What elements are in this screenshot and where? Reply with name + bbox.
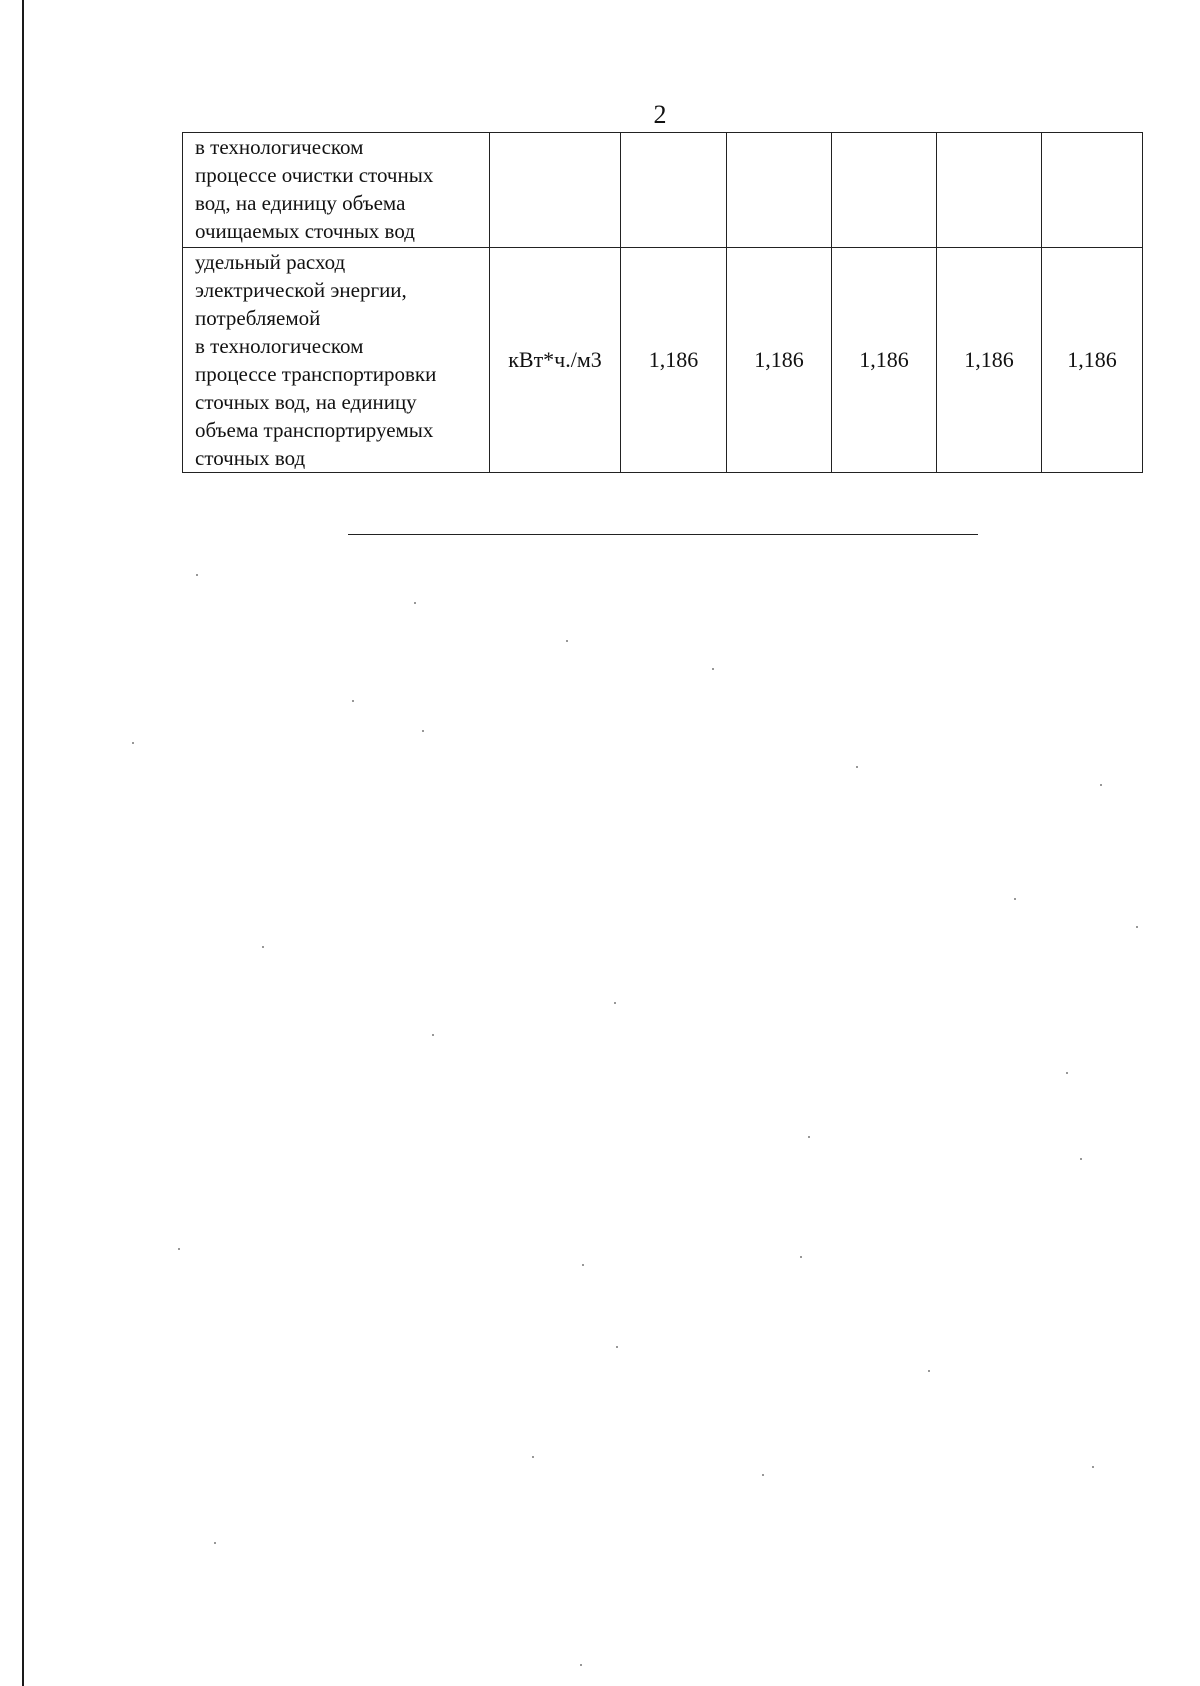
value-cell: 1,186 <box>621 248 727 473</box>
value-cell <box>621 133 727 248</box>
scan-speck <box>1100 784 1102 786</box>
description-line: в технологическом <box>195 334 364 358</box>
scan-speck <box>1080 1158 1082 1160</box>
scan-speck <box>808 1136 810 1138</box>
scan-speck <box>856 766 858 768</box>
row-description <box>183 248 490 473</box>
scan-speck <box>532 1456 534 1458</box>
value-cell: 1,186 <box>1042 248 1143 473</box>
description-line: электрической энергии, <box>195 278 407 302</box>
scan-speck <box>214 1542 216 1544</box>
scan-speck <box>566 640 568 642</box>
description-line: процессе транспортировки <box>195 362 437 386</box>
scan-speck <box>1136 926 1138 928</box>
scan-speck <box>712 668 714 670</box>
description-line: в технологическом <box>195 135 364 159</box>
table-row <box>183 133 1143 248</box>
scan-speck <box>422 730 424 732</box>
scan-speck <box>582 1264 584 1266</box>
scan-speck <box>928 1370 930 1372</box>
table-row <box>183 248 1143 473</box>
description-line: удельный расход <box>195 250 346 274</box>
scan-speck <box>196 574 198 576</box>
value-cell: 1,186 <box>937 248 1042 473</box>
page-edge-line <box>22 0 24 1686</box>
scan-speck <box>352 700 354 702</box>
scan-speck <box>1014 898 1016 900</box>
description-line: вод, на единицу объема <box>195 191 406 215</box>
description-line: объема транспортируемых <box>195 418 434 442</box>
value-cell: 1,186 <box>832 248 937 473</box>
value-cell <box>832 133 937 248</box>
value-cell <box>1042 133 1143 248</box>
row-description <box>183 133 490 248</box>
scan-speck <box>614 1002 616 1004</box>
indicators-table <box>182 132 1143 473</box>
scan-speck <box>616 1346 618 1348</box>
unit-cell <box>490 133 621 248</box>
scan-speck <box>762 1474 764 1476</box>
end-of-document-rule <box>348 534 978 535</box>
unit-cell: кВт*ч./м3 <box>490 248 621 473</box>
page-number: 2 <box>653 100 667 129</box>
description-line: потребляемой <box>195 306 321 330</box>
scan-speck <box>262 946 264 948</box>
scan-speck <box>414 602 416 604</box>
value-cell <box>937 133 1042 248</box>
description-line: сточных вод <box>195 446 306 470</box>
value-cell: 1,186 <box>727 248 832 473</box>
scan-speck <box>1092 1466 1094 1468</box>
description-line: очищаемых сточных вод <box>195 219 415 243</box>
scan-speck <box>580 1664 582 1666</box>
scan-speck <box>800 1256 802 1258</box>
description-line: сточных вод, на единицу <box>195 390 417 414</box>
scan-speck <box>132 742 134 744</box>
description-line: процессе очистки сточных <box>195 163 434 187</box>
value-cell <box>727 133 832 248</box>
scan-speck <box>1066 1072 1068 1074</box>
scan-speck <box>432 1034 434 1036</box>
scan-speck <box>178 1248 180 1250</box>
